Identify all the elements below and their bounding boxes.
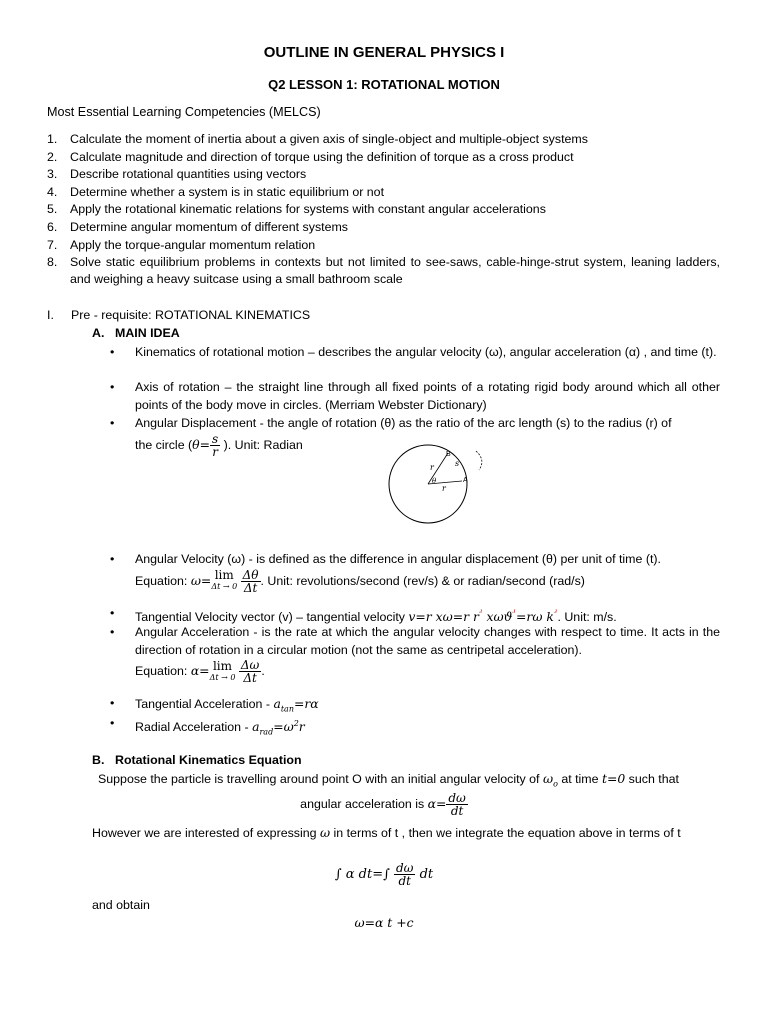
subsection-heading-b: B. Rotational Kinematics Equation bbox=[92, 753, 302, 767]
angular-displacement-figure bbox=[384, 444, 494, 528]
label-r-lower: r bbox=[442, 484, 446, 493]
label-s: s bbox=[455, 459, 460, 468]
competency-item: 7. Apply the torque-angular momentum relation bbox=[47, 237, 316, 252]
arc-arrow bbox=[476, 451, 482, 470]
paragraph-initial-velocity: Suppose the particle is travelling around point O with an initial angular velocity of $\omega_o$ at time t=0 such that bbox=[98, 771, 679, 789]
bullet-angular-velocity: • Angular Velocity (ω) - is defined as the difference in angular displacement (θ) per unit of time (t). Equation: ω= lim Δt → 0 $\frac{\Delta\theta}{\Delta t}$ . Unit: revolutions/second (rev/s) & or radian/second (rad/s) bbox=[116, 551, 720, 594]
label-r-upper: r bbox=[430, 463, 434, 472]
melcs-heading: Most Essential Learning Competencies (MELCS) bbox=[47, 105, 321, 119]
competency-list bbox=[47, 131, 720, 289]
label-a: A bbox=[463, 477, 468, 484]
competency-item: 8. Solve static equilibrium problems in contexts but not limited to see-saws, cable-hinge-strut system, leaning ladders, and weighing a heavy suitcase using a small bathroom scale bbox=[47, 255, 720, 287]
lesson-title: Q2 LESSON 1: ROTATIONAL MOTION bbox=[268, 77, 500, 92]
competency-item: 5. Apply the rotational kinematic relations for systems with constant angular accelerations bbox=[47, 202, 546, 217]
equation-integral: ∫ α dt=∫ $\frac{d\omega}{dt}$ dt bbox=[334, 861, 434, 888]
label-theta: θ bbox=[432, 477, 437, 485]
text-and-obtain: and obtain bbox=[92, 898, 150, 912]
paragraph-integrate: However we are interested of expressing ω in terms of t , then we integrate the equation above in terms of t bbox=[92, 825, 681, 840]
competency-item: 2. Calculate magnitude and direction of torque using the definition of torque as a cross product bbox=[47, 149, 574, 164]
label-b: B bbox=[446, 451, 451, 458]
competency-item: 1. Calculate the moment of inertia about a given axis of single-object and multiple-object systems bbox=[47, 132, 588, 146]
equation-final: ω=α t +c bbox=[354, 915, 414, 930]
bullet-axis: • Axis of rotation – the straight line through all fixed points of a rotating rigid body around which all other points of the body move in circles. (Merriam Webster Dictionary) bbox=[116, 379, 720, 414]
paragraph-angular-acceleration: angular acceleration is α= $\frac{d\omega}{dt}$ bbox=[300, 791, 466, 818]
section-heading: I. Pre - requisite: ROTATIONAL KINEMATICS bbox=[47, 308, 311, 322]
competency-item: 6. Determine angular momentum of different systems bbox=[47, 219, 348, 234]
competency-item: 3. Describe rotational quantities using vectors bbox=[47, 167, 307, 182]
bullet-angular-acceleration: • Angular Acceleration - is the rate at which the angular velocity changes with respect to time. It acts in the direction of rotation in a circular motion (not the same as centripetal acceleration). Equation: α= lim Δt → 0 $\frac{\Delta\omega}{\Delta t}$ . bbox=[116, 624, 720, 684]
bullet-radial-acceleration: • Radial Acceleration - $a_{rad}=\omega^2r$ bbox=[116, 715, 720, 741]
page-title: OUTLINE IN GENERAL PHYSICS I bbox=[263, 44, 505, 61]
bullet-tangential-velocity: • Tangential Velocity vector (v) – tangential velocity v=r xω=r $r^ʴ$ xωϑ$^ʴ$=rω $k^ʴ$. Unit: m/s. bbox=[116, 605, 720, 627]
competency-item: 4. Determine whether a system is in static equilibrium or not bbox=[47, 184, 385, 199]
bullet-tangential-acceleration: • Tangential Acceleration - $a_{tan}=r\alpha$ bbox=[116, 695, 720, 718]
bullet-angular-displacement: • Angular Displacement - the angle of rotation (θ) as the ratio of the arc length (s) to the radius (r) of the circle (θ= $\frac{s}{r}$ ). Unit: Radian bbox=[116, 415, 720, 458]
fraction-s-over-r: $\frac{s}{r}$ bbox=[212, 431, 219, 459]
subsection-heading-a: A. MAIN IDEA bbox=[92, 326, 180, 340]
bullet-kinematics: • Kinematics of rotational motion – describes the angular velocity (ω), angular acceleration (α) , and time (t). bbox=[116, 344, 720, 362]
